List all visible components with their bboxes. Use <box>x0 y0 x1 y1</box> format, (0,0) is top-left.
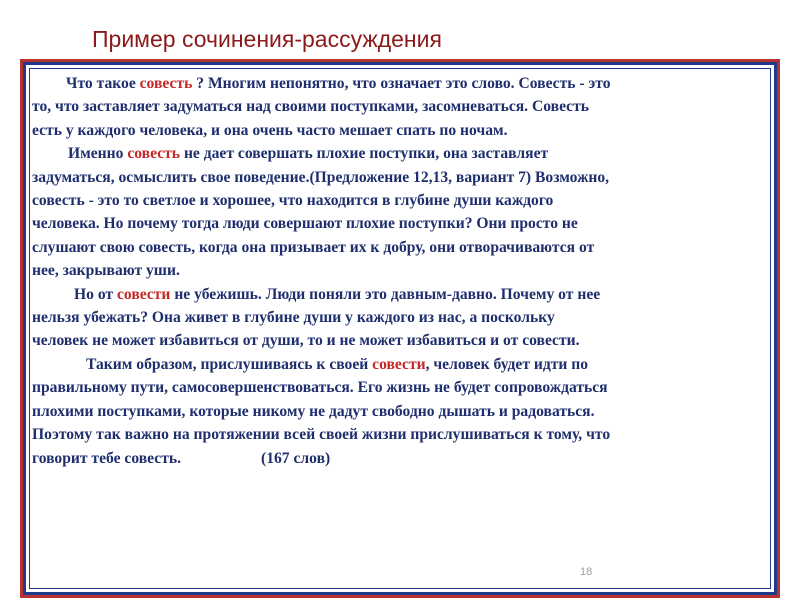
paragraph-2-line-3: совесть - это то светлое и хорошее, что находится в глубине души каждого <box>32 192 554 210</box>
paragraph-1-line-1: Что такое совесть ? Многим непонятно, что означает это слово. Совесть - это <box>66 75 611 92</box>
paragraph-2-line-5: слушают свою совесть, когда она призывает их к добру, они отворачиваются от <box>32 238 595 256</box>
paragraph-4-line-5: говорит тебе совесть. (167 слов) <box>32 449 331 467</box>
slide-title: Пример сочинения-рассуждения <box>92 26 442 52</box>
paragraph-3-line-3: человек не может избавиться от души, то и не может избавиться и от совести. <box>32 332 580 350</box>
highlight-word: совесть <box>127 145 181 163</box>
paragraph-2-line-2: задуматься, осмыслить свое поведение.(Предложение 12,13, вариант 7) Возможно, <box>32 168 610 186</box>
highlight-word: совесть <box>139 75 193 92</box>
paragraph-3-line-2: нельзя убежать? Она живет в глубине души у каждого из нас, а поскольку <box>32 309 555 327</box>
paragraph-1-line-3: есть у каждого человека, и она очень часто мешает спать по ночам. <box>32 121 508 139</box>
paragraph-4-line-1: Таким образом, прислушиваясь к своей совести, человек будет идти по <box>86 355 589 373</box>
essay-text <box>32 72 772 470</box>
paragraph-3-line-1: Но от совести не убежишь. Люди поняли это давным-давно. Почему от нее <box>74 285 601 303</box>
paragraph-4-line-4: Поэтому так важно на протяжении всей своей жизни прислушиваться к тому, что <box>32 426 611 444</box>
page-number: 18 <box>580 566 593 578</box>
paragraph-1-line-2: то, что заставляет задуматься над своими поступками, засомневаться. Совесть <box>32 98 590 116</box>
paragraph-2-line-1: Именно совесть не дает совершать плохие поступки, она заставляет <box>68 145 549 163</box>
paragraph-2-line-6: нее, закрывают уши. <box>32 262 180 280</box>
highlight-word: совести <box>372 355 426 373</box>
word-count: (167 слов) <box>261 449 331 467</box>
paragraph-2-line-4: человека. Но почему тогда люди совершают плохие поступки? Они просто не <box>32 215 578 233</box>
paragraph-4-line-3: плохими поступками, которые никому не дадут свободно дышать и радоваться. <box>32 402 595 420</box>
highlight-word: совести <box>116 285 171 303</box>
paragraph-4-line-2: правильному пути, самосовершенствоваться. Его жизнь не будет сопровождаться <box>32 379 608 397</box>
